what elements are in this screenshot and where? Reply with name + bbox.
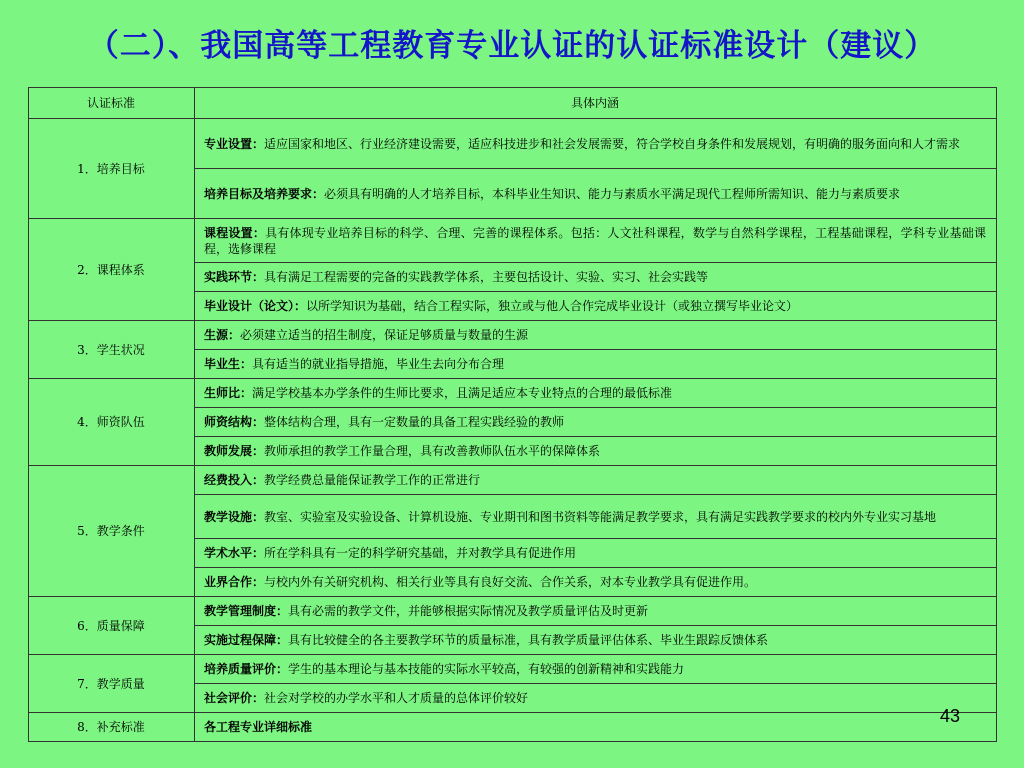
content-cell: 专业设置：适应国家和地区、行业经济建设需要，适应科技进步和社会发展需要，符合学校自身条件和发展规划，有明确的服务面向和人才需求 [195,119,997,169]
content-cell: 学术水平：所在学科具有一定的科学研究基础，并对教学具有促进作用 [195,539,997,568]
page-title: （二）、我国高等工程教育专业认证的认证标准设计（建议） [87,28,937,64]
content-cell: 培养质量评价：学生的基本理论与基本技能的实际水平较高，有较强的创新精神和实践能力 [195,655,997,684]
content-cell: 教师发展：教师承担的教学工作量合理，具有改善教师队伍水平的保障体系 [195,437,997,466]
category-cell: 5．教学条件 [29,466,195,597]
content-cell: 经费投入：教学经费总量能保证教学工作的正常进行 [195,466,997,495]
certification-standards-table [28,87,997,742]
content-cell: 培养目标及培养要求：必须具有明确的人才培养目标，本科毕业生知识、能力与素质水平满足现代工程师所需知识、能力与素质要求 [195,169,997,219]
content-cell: 毕业生：具有适当的就业指导措施，毕业生去向分布合理 [195,350,997,379]
category-cell: 8．补充标准 [29,713,195,742]
table-row [29,597,997,626]
content-cell: 生源：必须建立适当的招生制度，保证足够质量与数量的生源 [195,321,997,350]
content-cell: 各工程专业详细标准 [195,713,997,742]
table-row [29,119,997,169]
category-cell: 2．课程体系 [29,219,195,321]
table-header-row [29,88,997,119]
table-row [29,379,997,408]
content-cell: 师资结构：整体结构合理，具有一定数量的具备工程实践经验的教师 [195,408,997,437]
content-cell: 实施过程保障：具有比较健全的各主要教学环节的质量标准，具有教学质量评估体系、毕业生跟踪反馈体系 [195,626,997,655]
page-number: 43 [940,706,961,726]
category-cell: 7．教学质量 [29,655,195,713]
table-row [29,713,997,742]
content-cell: 生师比：满足学校基本办学条件的生师比要求，且满足适应本专业特点的合理的最低标准 [195,379,997,408]
content-cell: 社会评价：社会对学校的办学水平和人才质量的总体评价较好 [195,684,997,713]
column-header-content: 具体内涵 [195,88,997,119]
content-cell: 课程设置：具有体现专业培养目标的科学、合理、完善的课程体系。包括：人文社科课程，数学与自然科学课程，工程基础课程，学科专业基础课程，选修课程 [195,219,997,263]
table-row [29,219,997,263]
category-cell: 1．培养目标 [29,119,195,219]
category-cell: 4．师资队伍 [29,379,195,466]
content-cell: 业界合作：与校内外有关研究机构、相关行业等具有良好交流、合作关系，对本专业教学具有促进作用。 [195,568,997,597]
content-cell: 教学设施：教室、实验室及实验设备、计算机设施、专业期刊和图书资料等能满足教学要求，具有满足实践教学要求的校内外专业实习基地 [195,495,997,539]
table-row [29,321,997,350]
content-cell: 教学管理制度：具有必需的教学文件，并能够根据实际情况及教学质量评估及时更新 [195,597,997,626]
table-row [29,466,997,495]
content-cell: 毕业设计（论文）：以所学知识为基础，结合工程实际，独立或与他人合作完成毕业设计（或独立撰写毕业论文） [195,292,997,321]
column-header-standard: 认证标准 [29,88,195,119]
category-cell: 6．质量保障 [29,597,195,655]
table-row [29,655,997,684]
category-cell: 3．学生状况 [29,321,195,379]
content-cell: 实践环节：具有满足工程需要的完备的实践教学体系，主要包括设计、实验、实习、社会实践等 [195,263,997,292]
